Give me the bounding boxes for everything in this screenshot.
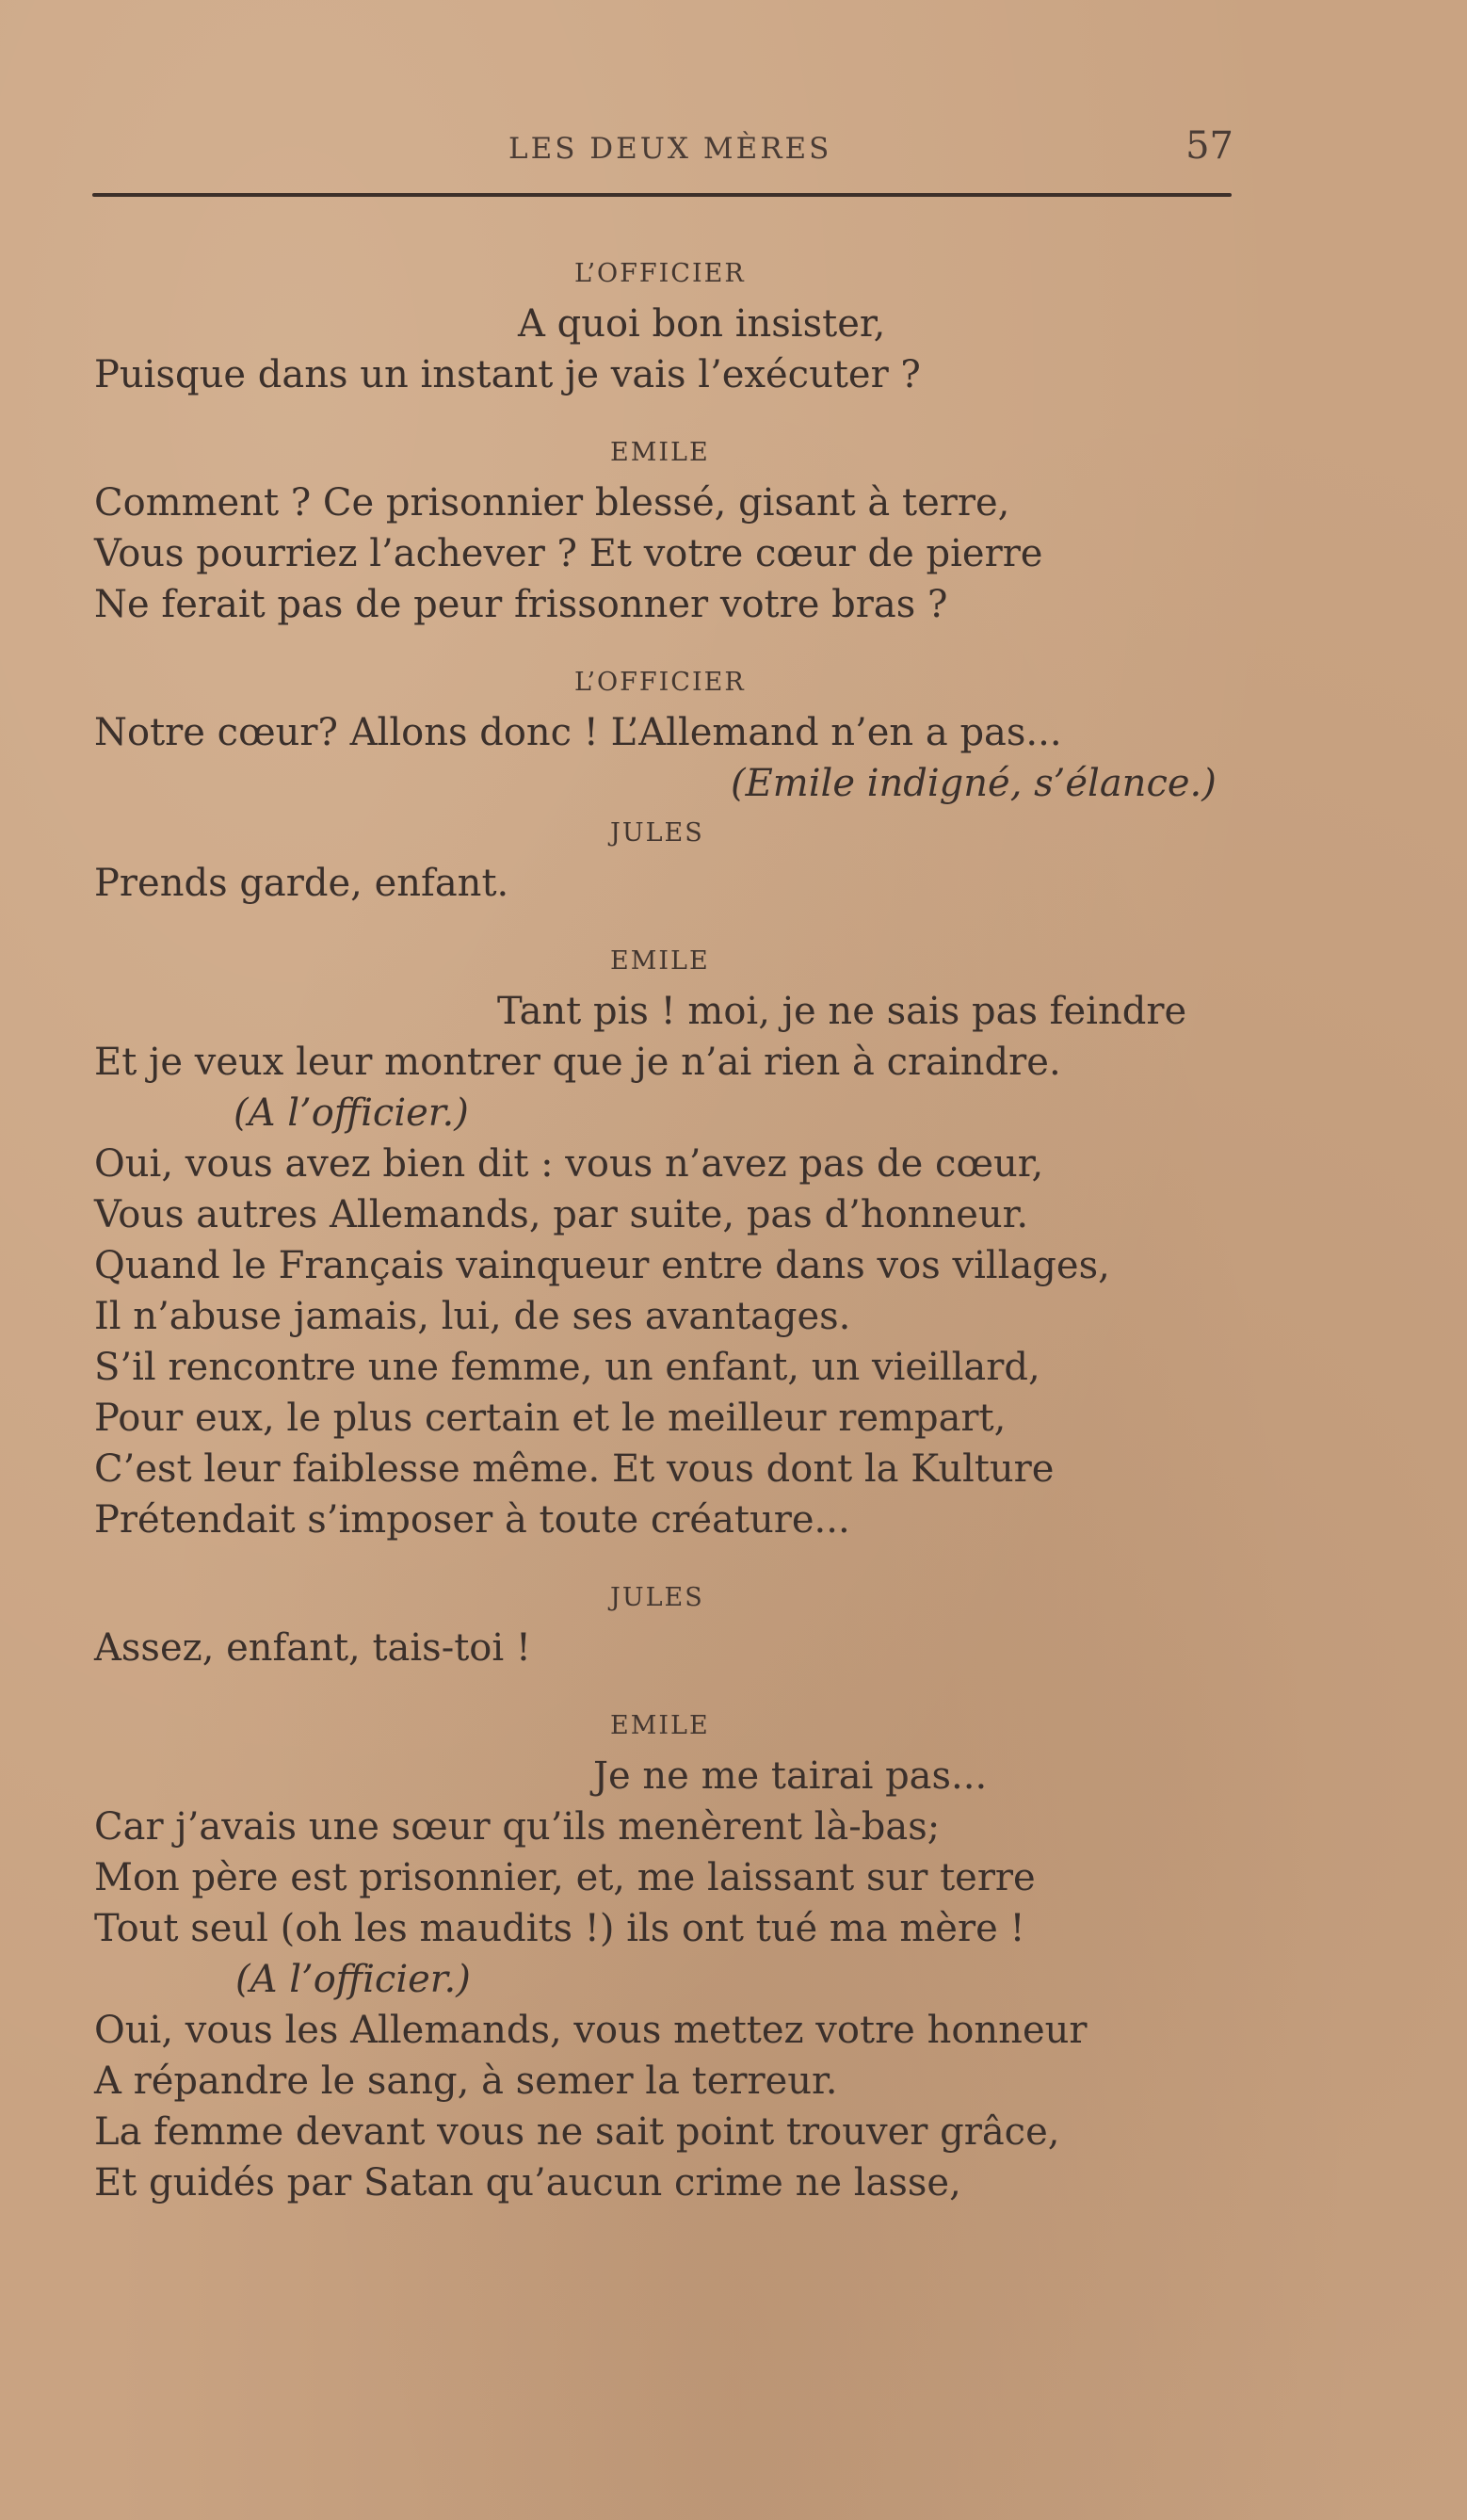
speaker-name: EMILE xyxy=(610,438,710,467)
verse-line: Comment ? Ce prisonnier blessé, gisant à terre, xyxy=(94,481,1010,525)
speaker-name: JULES xyxy=(610,1583,704,1612)
verse-line: C’est leur faiblesse même. Et vous dont la Kulture xyxy=(94,1447,1055,1491)
verse-line: Car j’avais une sœur qu’ils menèrent là-bas; xyxy=(94,1805,941,1849)
verse-line: Tant pis ! moi, je ne sais pas feindre xyxy=(497,990,1187,1033)
verse-line: Mon père est prisonnier, et, me laissant sur terre xyxy=(94,1856,1036,1899)
page-header xyxy=(94,121,1233,177)
verse-line: S’il rencontre une femme, un enfant, un vieillard, xyxy=(94,1346,1040,1389)
verse-line: Oui, vous les Allemands, vous mettez votre honneur xyxy=(94,2009,1088,2052)
verse-line: Vous pourriez l’achever ? Et votre cœur de pierre xyxy=(94,532,1043,575)
verse-line: La femme devant vous ne sait point trouver grâce, xyxy=(94,2110,1060,2154)
verse-line: Pour eux, le plus certain et le meilleur rempart, xyxy=(94,1397,1007,1440)
verse-line: Et guidés par Satan qu’aucun crime ne lasse, xyxy=(94,2161,961,2205)
speaker-name: EMILE xyxy=(610,1711,710,1740)
verse-line: A quoi bon insister, xyxy=(518,302,886,346)
verse-line: Puisque dans un instant je vais l’exécuter ? xyxy=(94,353,921,396)
verse-line: Et je veux leur montrer que je n’ai rien à craindre. xyxy=(94,1041,1061,1084)
stage-direction: (Emile indigné, s’élance.) xyxy=(731,762,1217,805)
verse-line: Vous autres Allemands, par suite, pas d’honneur. xyxy=(94,1193,1029,1236)
speaker-name: L’OFFICIER xyxy=(574,668,746,697)
verse-line: Prétendait s’imposer à toute créature... xyxy=(94,1498,850,1542)
page-number: 57 xyxy=(1185,124,1233,168)
verse-line: Il n’abuse jamais, lui, de ses avantages. xyxy=(94,1295,851,1338)
verse-line: Tout seul (oh les maudits !) ils ont tué ma mère ! xyxy=(94,1907,1025,1950)
speaker-name: L’OFFICIER xyxy=(574,259,746,288)
verse-line: Quand le Français vainqueur entre dans vos villages, xyxy=(94,1244,1110,1287)
speaker-name: EMILE xyxy=(610,946,710,976)
verse-line: Ne ferait pas de peur frissonner votre bras ? xyxy=(94,583,948,626)
speaker-name: JULES xyxy=(610,818,704,848)
header-rule xyxy=(92,193,1232,197)
verse-line: Notre cœur? Allons donc ! L’Allemand n’en a pas... xyxy=(94,711,1062,754)
stage-direction: (A l’officier.) xyxy=(234,1091,469,1135)
stage-direction: (A l’officier.) xyxy=(235,1958,471,2001)
verse-line: Je ne me tairai pas... xyxy=(593,1754,988,1798)
play-text xyxy=(94,250,1271,2208)
verse-line: Assez, enfant, tais-toi ! xyxy=(94,1626,531,1670)
verse-line: Oui, vous avez bien dit : vous n’avez pas de cœur, xyxy=(94,1142,1044,1186)
running-title: LES DEUX MÈRES xyxy=(508,132,832,166)
verse-line: A répandre le sang, à semer la terreur. xyxy=(94,2060,838,2103)
verse-line: Prends garde, enfant. xyxy=(94,862,509,905)
